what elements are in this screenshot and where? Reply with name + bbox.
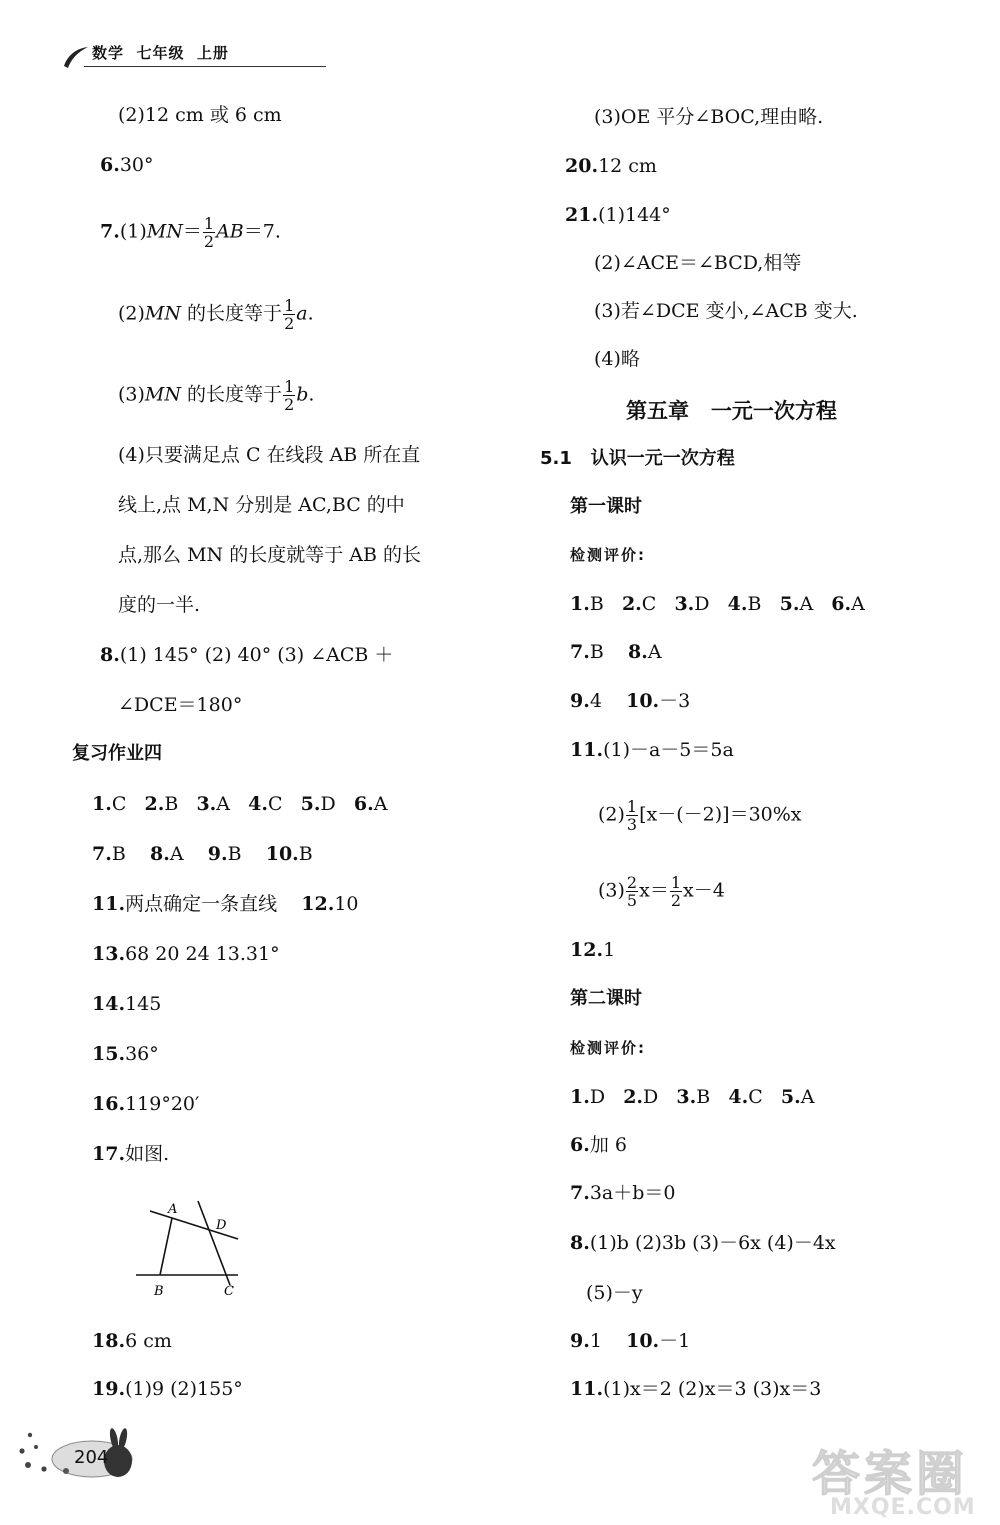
section-title: 5.1 认识一元一次方程 — [540, 448, 735, 469]
answer-line: 6.加 6 — [570, 1134, 627, 1156]
section-title: 复习作业四 — [72, 743, 162, 764]
answer-line: 11.两点确定一条直线 12.10 — [92, 893, 359, 915]
answer-line: 1.C 2.B 3.A 4.C 5.D 6.A — [92, 793, 388, 815]
answer-line: 度的一半. — [118, 594, 201, 616]
fraction: $\frac{1}{2}$ — [203, 214, 215, 251]
geometry-figure — [130, 1195, 250, 1305]
chapter-title: 第五章 一元一次方程 — [626, 399, 837, 423]
answer-line: (2)∠ACE＝∠BCD,相等 — [594, 252, 802, 274]
point-label-c: C — [224, 1284, 234, 1299]
fraction: $\frac{1}{2}$ — [284, 377, 295, 414]
answer-line: (3)OE 平分∠BOC,理由略. — [594, 106, 824, 128]
answer-line: 12.1 — [570, 939, 616, 961]
answer-line: (3) $\frac{2}{5}$ x＝ $\frac{1}{2}$ x－4 — [598, 873, 725, 910]
answer-line: 17.如图. — [92, 1143, 170, 1165]
page-header — [62, 38, 267, 72]
answer-line: (2) $\frac{1}{3}$ [x－(－2)]＝30%x — [598, 797, 802, 834]
answer-line: 6.30° — [100, 154, 154, 176]
point-label-d: D — [216, 1218, 227, 1233]
lesson-title: 第二课时 — [570, 988, 642, 1009]
answer-line: 1.B 2.C 3.D 4.B 5.A 6.A — [570, 593, 865, 615]
answer-line: (4)略 — [594, 348, 640, 370]
answer-line: 8.(1) 145° (2) 40° (3) ∠ACB ＋ — [100, 644, 394, 666]
answer-line: (2)MN 的长度等于 $\frac{1}{2}$ a. — [118, 296, 314, 333]
answer-line: ∠DCE＝180° — [118, 694, 243, 716]
answer-line: 点,那么 MN 的长度就等于 AB 的长 — [118, 544, 421, 566]
answer-line: 14.145 — [92, 993, 162, 1015]
answer-line: 18.6 cm — [92, 1330, 172, 1352]
answer-line: 9.1 10.－1 — [570, 1330, 691, 1352]
answer-line: 7.B 8.A — [570, 641, 662, 663]
fraction: $\frac{1}{2}$ — [670, 873, 682, 910]
point-label-a: A — [168, 1202, 178, 1217]
answer-line: 1.D 2.D 3.B 4.C 5.A — [570, 1086, 815, 1108]
answer-line: 线上,点 M,N 分别是 AC,BC 的中 — [118, 494, 405, 516]
fraction: $\frac{1}{3}$ — [626, 797, 638, 834]
fraction: $\frac{2}{5}$ — [626, 873, 638, 910]
answer-line: 7.3a＋b＝0 — [570, 1182, 676, 1204]
lesson-title: 第一课时 — [570, 496, 642, 517]
answer-line: 15.36° — [92, 1043, 159, 1065]
answer-line: 20.12 cm — [565, 155, 657, 177]
answer-line: (4)只要满足点 C 在线段 AB 所在直 — [118, 444, 421, 466]
answer-line: 7.B 8.A 9.B 10.B — [92, 843, 313, 865]
answer-line: (5)－y — [586, 1282, 643, 1304]
eval-heading: 检测评价: — [570, 1039, 646, 1057]
watermark-sub-text: MXQE.COM — [830, 1495, 976, 1520]
book-title: 数学 七年级 上册 — [92, 44, 229, 62]
fraction: $\frac{1}{2}$ — [284, 296, 295, 333]
answer-line: 11.(1)x＝2 (2)x＝3 (3)x＝3 — [570, 1378, 822, 1400]
point-label-b: B — [154, 1284, 164, 1299]
answer-line: (3)MN 的长度等于 $\frac{1}{2}$ b. — [118, 377, 315, 414]
watermark-main-text: 答案圈 — [812, 1446, 969, 1502]
eval-heading: 检测评价: — [570, 546, 646, 564]
answer-line: 21.(1)144° — [565, 204, 671, 226]
answer-line: 13.68 20 24 13.31° — [92, 943, 280, 965]
page-number-badge — [14, 1425, 144, 1485]
answer-line: 16.119°20′ — [92, 1093, 200, 1115]
answer-line: 11.(1)－a－5＝5a — [570, 739, 734, 761]
answer-line: (3)若∠DCE 变小,∠ACB 变大. — [594, 300, 858, 322]
segment-ab — [160, 1218, 172, 1275]
header-rule — [84, 66, 326, 67]
page-number: 204 — [74, 1447, 109, 1468]
answer-line: 7.(1)MN＝ $\frac{1}{2}$ AB＝7. — [100, 214, 281, 251]
watermark-logo — [790, 1435, 990, 1525]
answer-line: 8.(1)b (2)3b (3)－6x (4)－4x — [570, 1232, 836, 1254]
answer-line: 19.(1)9 (2)155° — [92, 1378, 243, 1400]
line-dc — [198, 1201, 230, 1285]
answer-line: 9.4 10.－3 — [570, 690, 691, 712]
answer-line: (2)12 cm 或 6 cm — [118, 104, 282, 126]
